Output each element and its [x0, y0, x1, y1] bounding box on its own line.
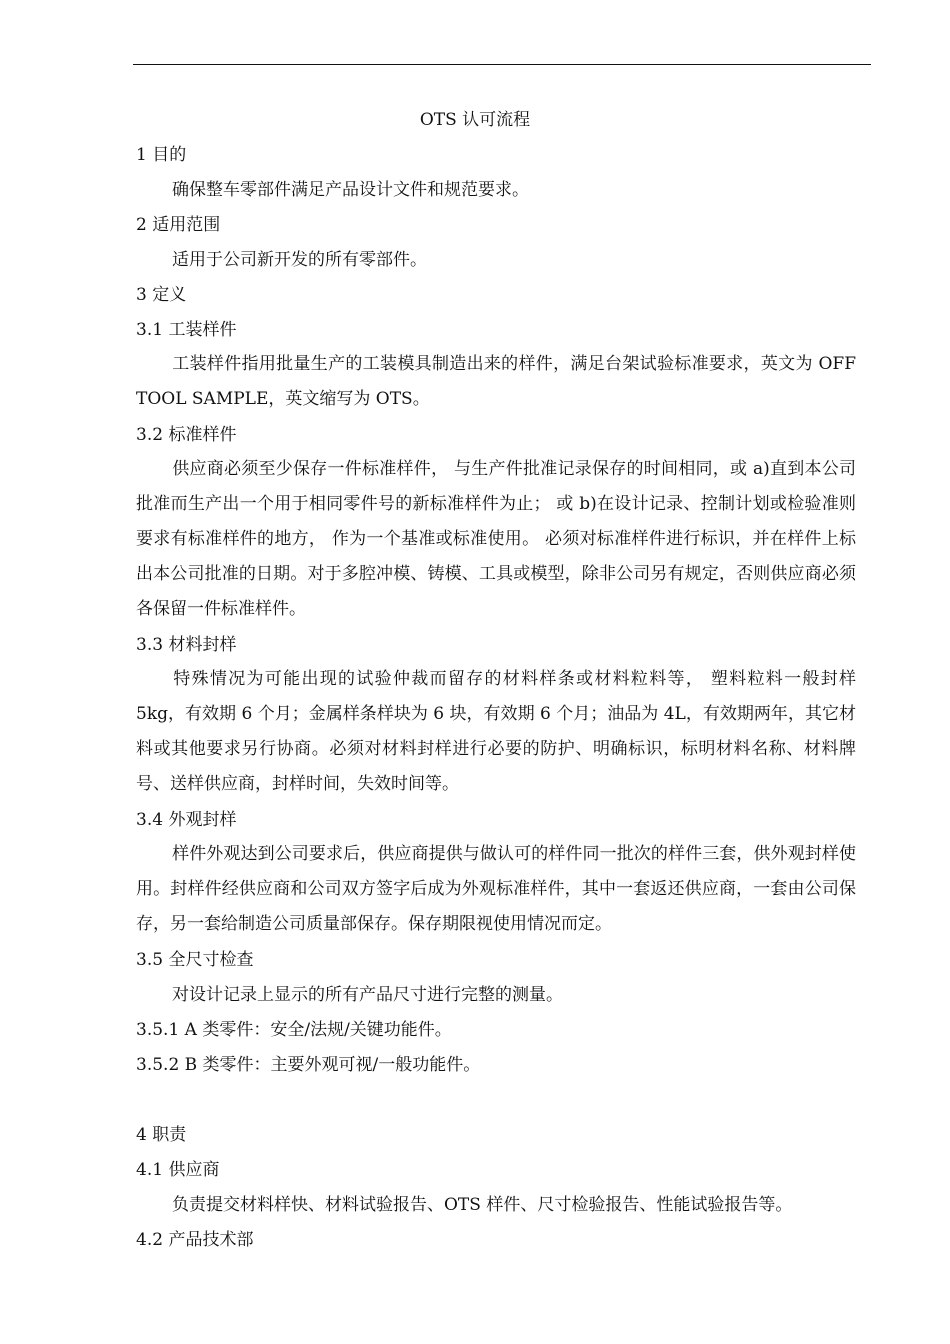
header-rule	[133, 64, 871, 65]
paragraph-3-4-text: 样件外观达到公司要求后，供应商提供与做认可的样件同一批次的样件三套，供外观封样使用。封样件经供应商和公司双方签字后成为外观标准样件，其中一套返还供应商，一套由公司保存，另一套给制造公司质量部保存。保存期限视使用情况而定。	[136, 844, 856, 934]
heading-4: 4 职责	[136, 1125, 187, 1145]
heading-1-body: 确保整车零部件满足产品设计文件和规范要求。	[172, 180, 529, 200]
paragraph-4-1: 负责提交材料样快、材料试验报告、OTS 样件、尺寸检验报告、性能试验报告等。	[172, 1195, 793, 1215]
paragraph-3-5: 对设计记录上显示的所有产品尺寸进行完整的测量。	[172, 985, 563, 1005]
item-3-5-1: 3.5.1 A 类零件：安全/法规/关键功能件。	[136, 1020, 452, 1040]
paragraph-3-4	[136, 837, 856, 942]
heading-1: 1 目的	[136, 145, 187, 165]
heading-3-1: 3.1 工装样件	[136, 320, 237, 340]
paragraph-3-1	[136, 347, 856, 417]
paragraph-3-2	[136, 452, 856, 627]
heading-3-3: 3.3 材料封样	[136, 635, 237, 655]
heading-3-4: 3.4 外观封样	[136, 810, 237, 830]
heading-4-2: 4.2 产品技术部	[136, 1230, 254, 1250]
item-3-5-2: 3.5.2 B 类零件：主要外观可视/一般功能件。	[136, 1055, 481, 1075]
heading-3-5: 3.5 全尺寸检查	[136, 950, 254, 970]
paragraph-3-3-text: 特殊情况为可能出现的试验仲裁而留存的材料样条或材料粒料等， 塑料粒料一般封样 5kg，有效期 6 个月；金属样条样块为 6 块，有效期 6 个月；油品为 4L，有效期两年，其它材料或其他要求另行协商。必须对材料封样进行必要的防护、明确标识，标明材料名称、材料牌号、送样供应商，封样时间，失效时间等。	[136, 669, 856, 794]
heading-4-1: 4.1 供应商	[136, 1160, 220, 1180]
heading-2: 2 适用范围	[136, 215, 221, 235]
heading-3-2: 3.2 标准样件	[136, 425, 237, 445]
paragraph-3-1-text: 工装样件指用批量生产的工装模具制造出来的样件，满足台架试验标准要求，英文为 OFF TOOL SAMPLE，英文缩写为 OTS。	[136, 354, 856, 409]
paragraph-3-3	[136, 662, 856, 802]
heading-3: 3 定义	[136, 285, 187, 305]
document-title: OTS 认可流程	[419, 110, 531, 130]
paragraph-3-2-text: 供应商必须至少保存一件标准样件， 与生产件批准记录保存的时间相同，或 a)直到本公司批准而生产出一个用于相同零件号的新标准样件为止； 或 b)在设计记录、控制计划或检验准则要求有标准样件的地方， 作为一个基准或标准使用。 必须对标准样件进行标识，并在样件上标出本公司批准的日期。对于多腔冲模、铸模、工具或模型，除非公司另有规定，否则供应商必须各保留一件标准样件。	[136, 459, 856, 619]
heading-2-body: 适用于公司新开发的所有零部件。	[172, 250, 427, 270]
